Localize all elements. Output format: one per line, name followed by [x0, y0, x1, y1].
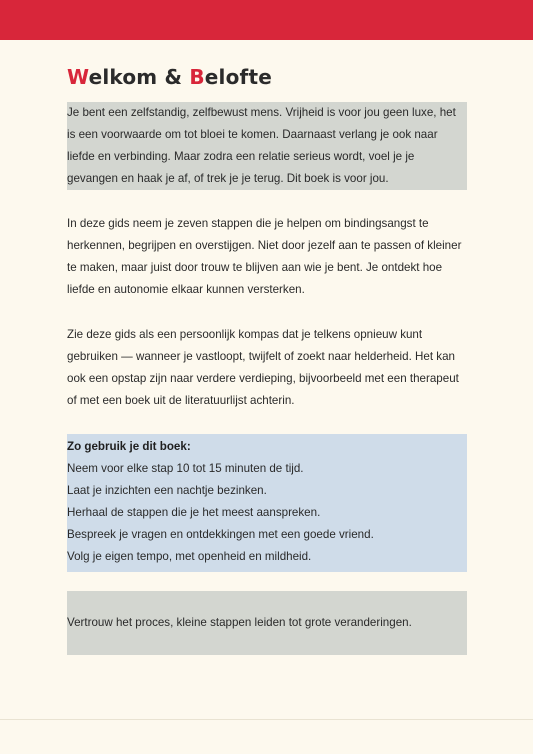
- usage-item: Bespreek je vragen en ontdekkingen met een goede vriend.: [67, 528, 374, 541]
- title-initial-w: W: [67, 65, 89, 89]
- title-initial-b: B: [189, 65, 205, 89]
- usage-item: Laat je inzichten een nachtje bezinken.: [67, 484, 267, 497]
- usage-heading: Zo gebruik je dit boek:: [67, 440, 191, 453]
- usage-item: Volg je eigen tempo, met openheid en mildheid.: [67, 550, 312, 563]
- usage-box: [67, 434, 467, 572]
- usage-item: Herhaal de stappen die je het meest aanspreken.: [67, 506, 321, 519]
- title-ampersand: &: [164, 65, 183, 89]
- title-word-1-rest: elkom: [88, 65, 158, 89]
- bottom-divider: [0, 719, 533, 720]
- top-color-bar: [0, 0, 533, 40]
- title-word-2-rest: elofte: [204, 65, 272, 89]
- intro-paragraph: Je bent een zelfstandig, zelfbewust mens. Vrijheid is voor jou geen luxe, het is een voorwaarde om tot bloei te komen. Daarnaast verlang je ook naar liefde en verbinding. Maar zodra een relatie serieus wordt, voel je je gevangen en haak je af, of trek je je terug. Dit boek is voor jou.: [67, 102, 467, 190]
- compass-paragraph: Zie deze gids als een persoonlijk kompas dat je telkens opnieuw kunt gebruiken — wanneer je vastloopt, twijfelt of zoekt naar helderheid. Het kan ook een opstap zijn naar verdere verdieping, bijvoorbeeld met een therapeut of met een boek uit de literatuurlijst achterin.: [67, 328, 459, 407]
- page-title: [67, 60, 467, 94]
- guide-paragraph: In deze gids neem je zeven stappen die je helpen om bindingsangst te herkennen, begrijpen en overstijgen. Niet door jezelf aan te passen of kleiner te maken, maar juist door trouw te blijven aan wie je bent. Je ontdekt hoe liefde en autonomie elkaar kunnen versterken.: [67, 217, 462, 296]
- usage-item: Neem voor elke stap 10 tot 15 minuten de tijd.: [67, 462, 304, 475]
- closing-box: [67, 591, 467, 655]
- page-content: [67, 60, 467, 655]
- closing-text: Vertrouw het proces, kleine stappen leiden tot grote veranderingen.: [67, 616, 412, 629]
